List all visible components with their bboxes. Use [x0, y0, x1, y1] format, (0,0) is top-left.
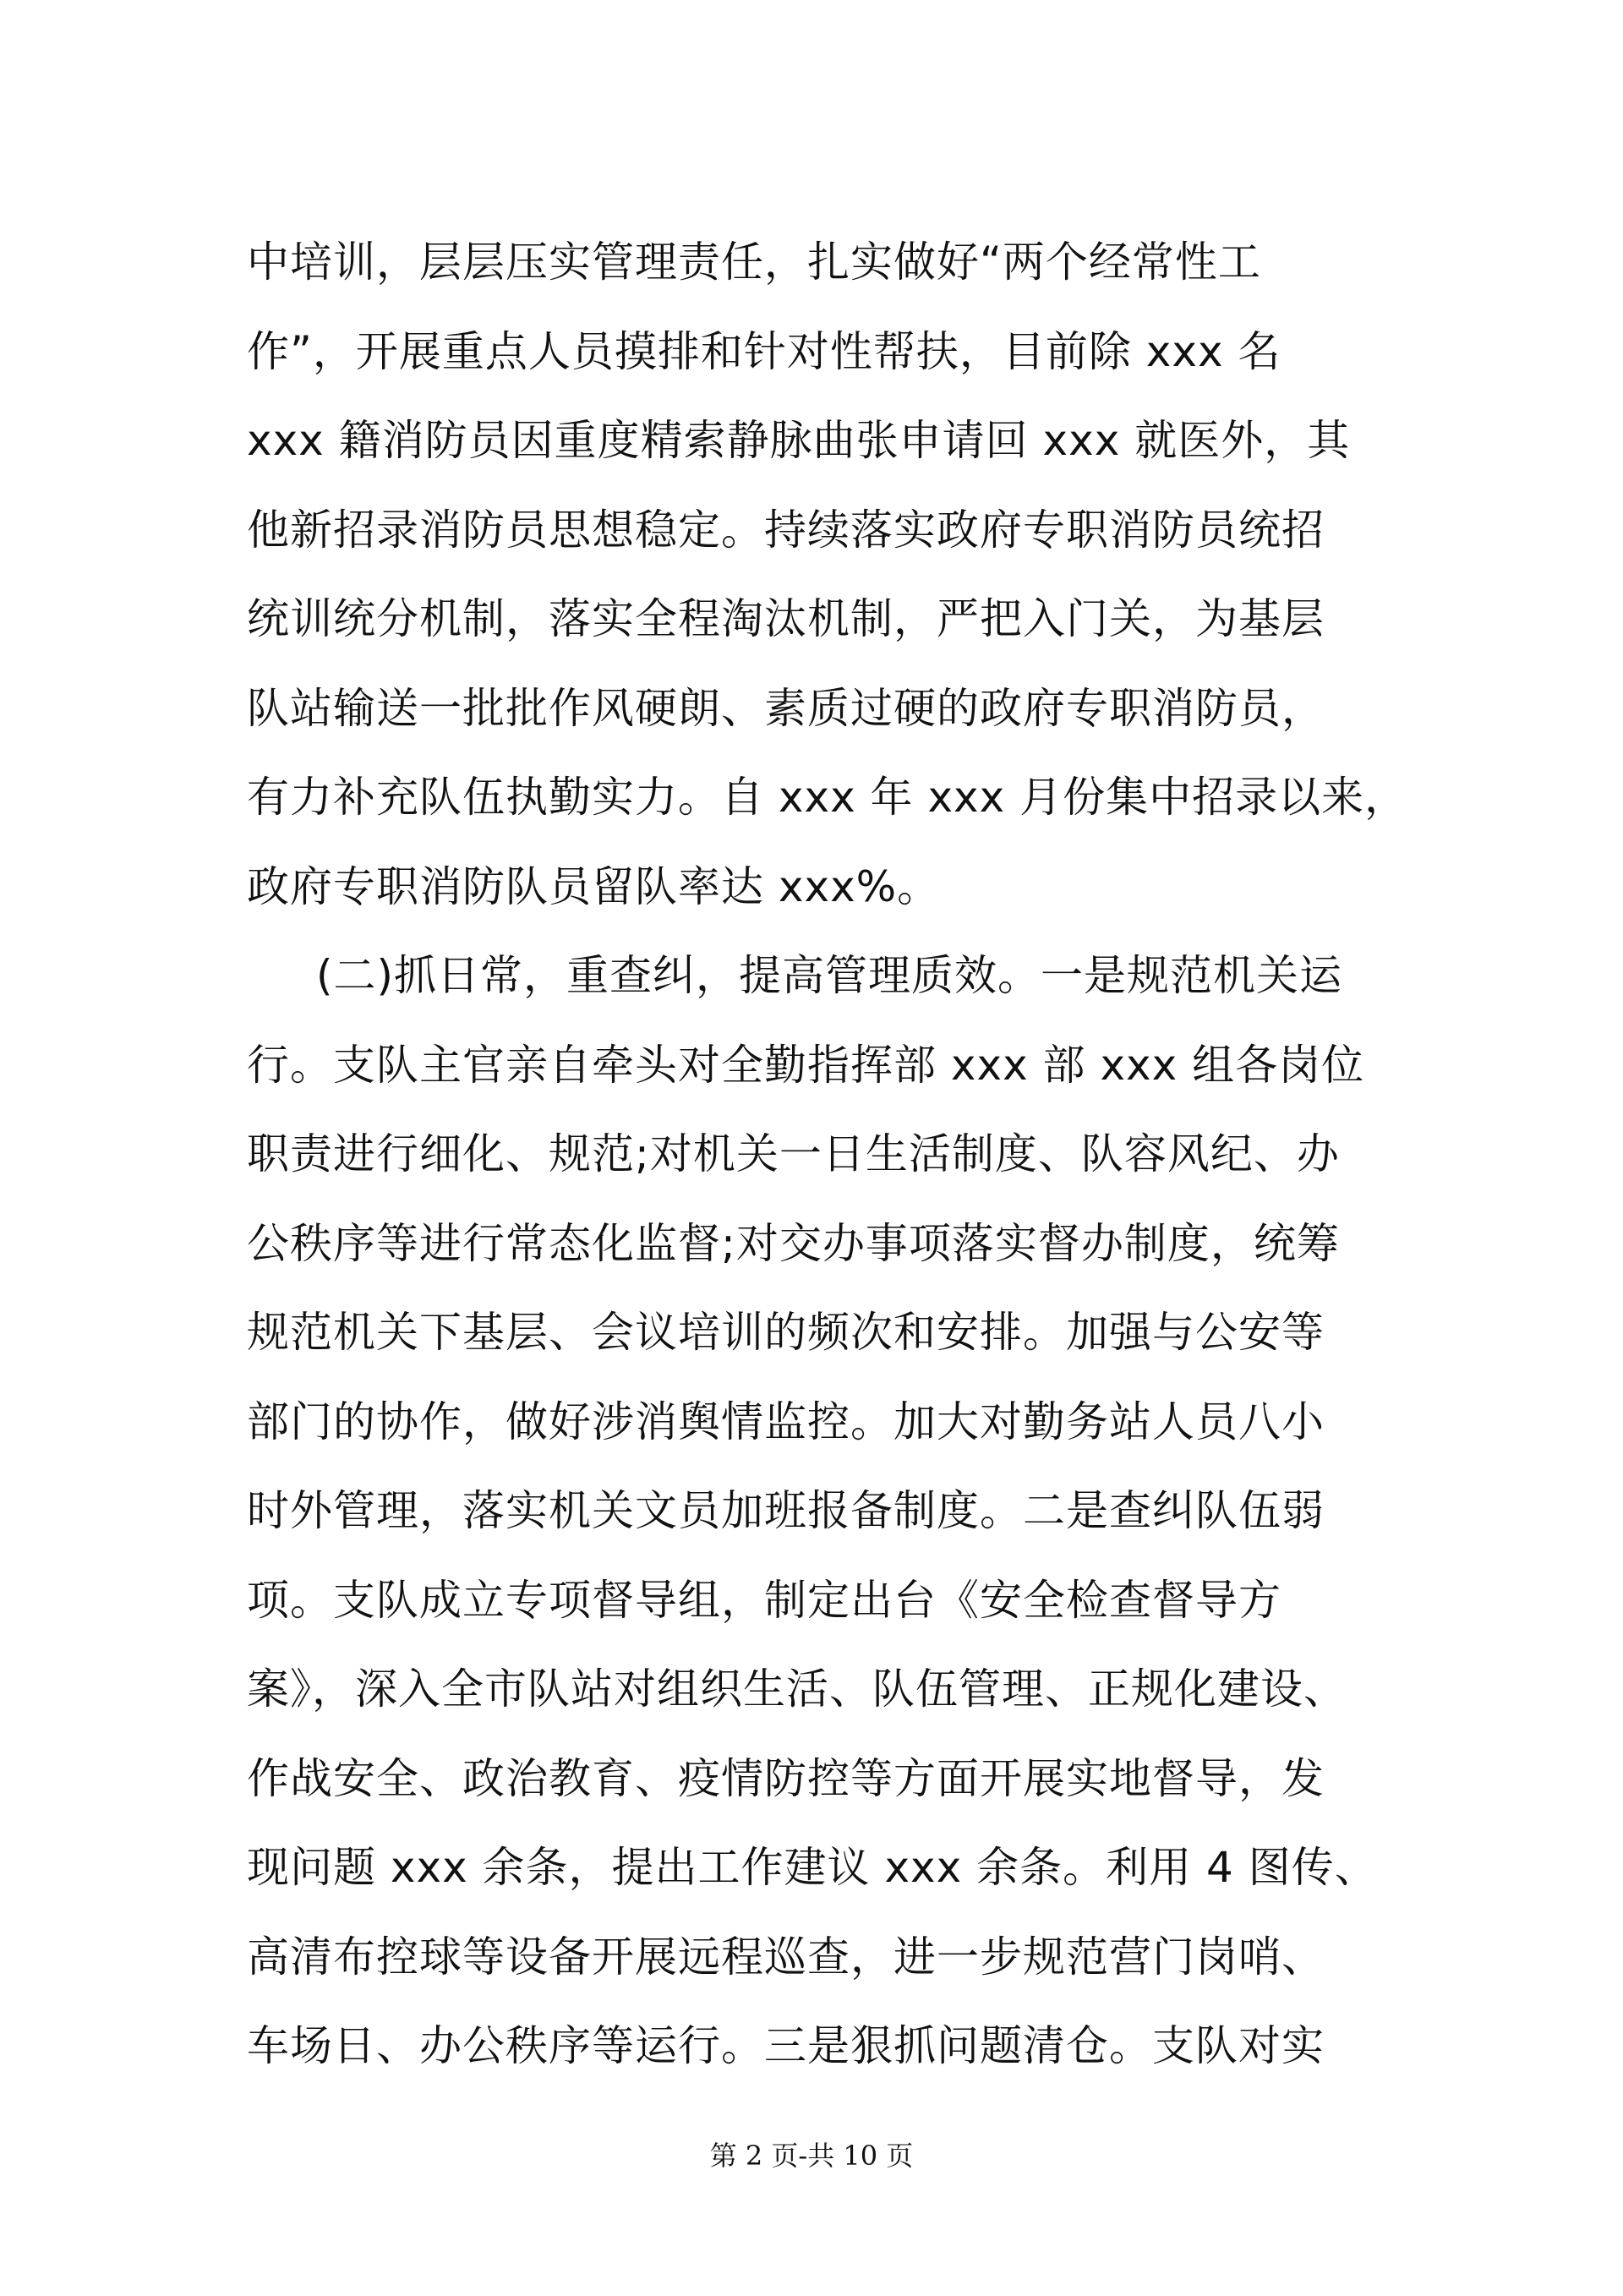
- text-line-8: 政府专职消防队员留队率达 xxx%。: [247, 861, 941, 911]
- text-line-10: 行。支队主官亲自牵头对全勤指挥部 xxx 部 xxx 组各岗位: [247, 1040, 1365, 1090]
- page-number-footer: 第 2 页-共 10 页: [709, 2140, 914, 2172]
- body-text: [247, 218, 1408, 2091]
- text-line-7: 有力补充队伍执勤实力。自 xxx 年 xxx 月份集中招录以来，: [247, 773, 1408, 822]
- text-line-1: 中培训，层层压实管理责任，扎实做好“两个经常性工: [247, 238, 1261, 287]
- text-line-18: 作战安全、政治教育、疫情防控等方面开展实地督导，发: [247, 1753, 1325, 1803]
- text-line-17: 案》，深入全市队站对组织生活、队伍管理、正规化建设、: [247, 1665, 1347, 1714]
- text-line-3: xxx 籍消防员因重度精索静脉曲张申请回 xxx 就医外，其: [247, 416, 1351, 465]
- text-line-11: 职责进行细化、规范;对机关一日生活制度、队容风纪、办: [247, 1129, 1340, 1178]
- text-line-21: 车场日、办公秩序等运行。三是狠抓问题清仓。支队对实: [247, 2021, 1325, 2070]
- text-line-20: 高清布控球等设备开展远程巡查，进一步规范营门岗哨、: [247, 1932, 1325, 1982]
- text-line-5: 统训统分机制，落实全程淘汰机制，严把入门关，为基层: [247, 594, 1325, 643]
- text-line-2: 作”，开展重点人员摸排和针对性帮扶，目前除 xxx 名: [247, 326, 1281, 376]
- text-line-15: 时外管理，落实机关文员加班报备制度。二是查纠队伍弱: [247, 1486, 1325, 1535]
- section-heading-line: (二)抓日常，重查纠，提高管理质效。一是规范机关运: [316, 951, 1343, 1000]
- text-line-19: 现问题 xxx 余条，提出工作建议 xxx 余条。利用 4 图传、: [247, 1843, 1378, 1892]
- text-line-4: 他新招录消防员思想稳定。持续落实政府专职消防员统招: [247, 505, 1325, 555]
- text-line-6: 队站输送一批批作风硬朗、素质过硬的政府专职消防员，: [247, 683, 1325, 733]
- text-line-14: 部门的协作，做好涉消舆情监控。加大对勤务站人员八小: [247, 1397, 1325, 1446]
- text-line-16: 项。支队成立专项督导组，制定出台《安全检查督导方: [247, 1575, 1281, 1625]
- text-line-12: 公秩序等进行常态化监督;对交办事项落实督办制度，统筹: [247, 1218, 1340, 1268]
- text-line-13: 规范机关下基层、会议培训的频次和安排。加强与公安等: [247, 1308, 1325, 1357]
